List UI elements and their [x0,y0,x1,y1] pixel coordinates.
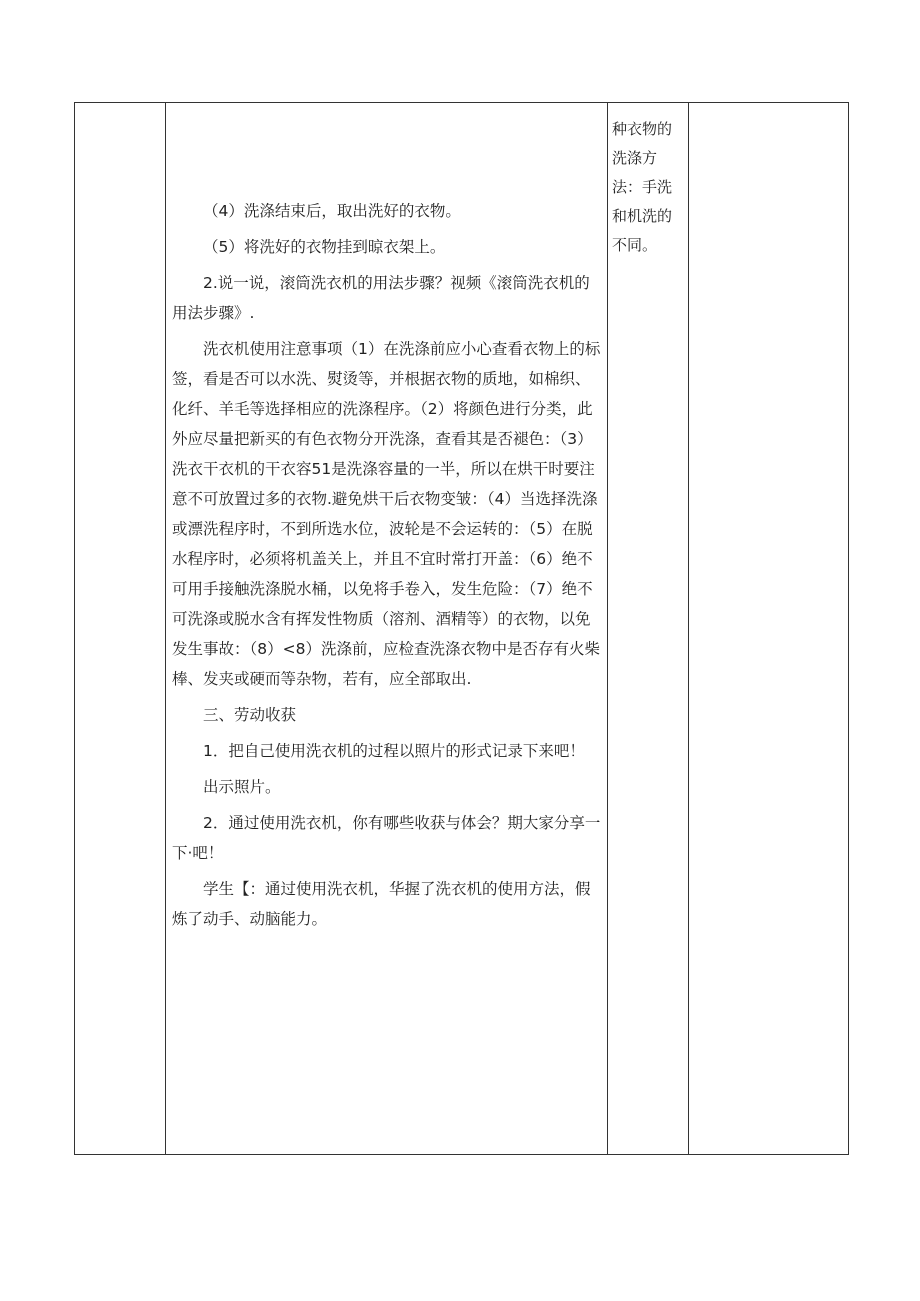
lesson-table [74,102,849,1155]
side-note: 种衣物的洗涤方法：手洗和机洗的不同。 [612,120,673,254]
content-paragraph: 学生【：通过使用洗衣机，华握了洗衣机的使用方法，假炼了动手、动脑能力。 [172,880,591,928]
content-text [166,103,607,934]
right-column-cell [689,103,849,1155]
left-column-cell [75,103,166,1155]
content-paragraph: 出示照片。 [203,778,281,796]
content-paragraph: （4）洗涤结束后，取出洗好的衣物。 [203,202,461,220]
content-paragraph: 1．把自己使用洗衣机的过程以照片的形式记录下来吧！ [203,742,585,760]
content-paragraph: 2．通过使用洗衣机，你有哪些收获与体会？期大家分享一下·吧！ [172,814,601,862]
note-column-cell [608,103,689,1155]
content-paragraph: 三、劳动收获 [203,706,297,724]
content-paragraph: 洗衣机使用注意事项（1）在洗涤前应小心查看衣物上的标签，看是否可以水洗、熨烫等，并根据衣物的质地，如棉织、化纤、羊毛等选择相应的洗涤程序。（2）将颜色进行分类，此外应尽量把新买的有色衣物分开洗涤，查看其是否褪色：（3）洗衣干衣机的干衣容51是洗涤容量的一半，所以在烘干时要注意不可放置过多的衣物.避免烘干后衣物变皱：（4）当选择洗涤或漂洗程序时，不到所选水位，波轮是不会运转的：（5）在脱水程序时，必须将机盖关上，并且不宜时常打开盖：（6）绝不可用手接触洗涤脱水桶，以免将手卷入，发生危险：（7）绝不可洗涤或脱水含有挥发性物质（溶剂、酒精等）的衣物，以免发生事故：（8）<8）洗涤前，应检查洗涤衣物中是否存有火柴棒、发夹或硬而等杂物，若有，应全部取出. [172,340,601,688]
content-column-cell [166,103,608,1155]
content-paragraph: 2.说一说，滚筒洗衣机的用法步骤？视频《滚筒洗衣机的用法步骤》. [172,274,590,322]
content-paragraph: （5）将洗好的衣物挂到晾衣架上。 [203,238,446,256]
